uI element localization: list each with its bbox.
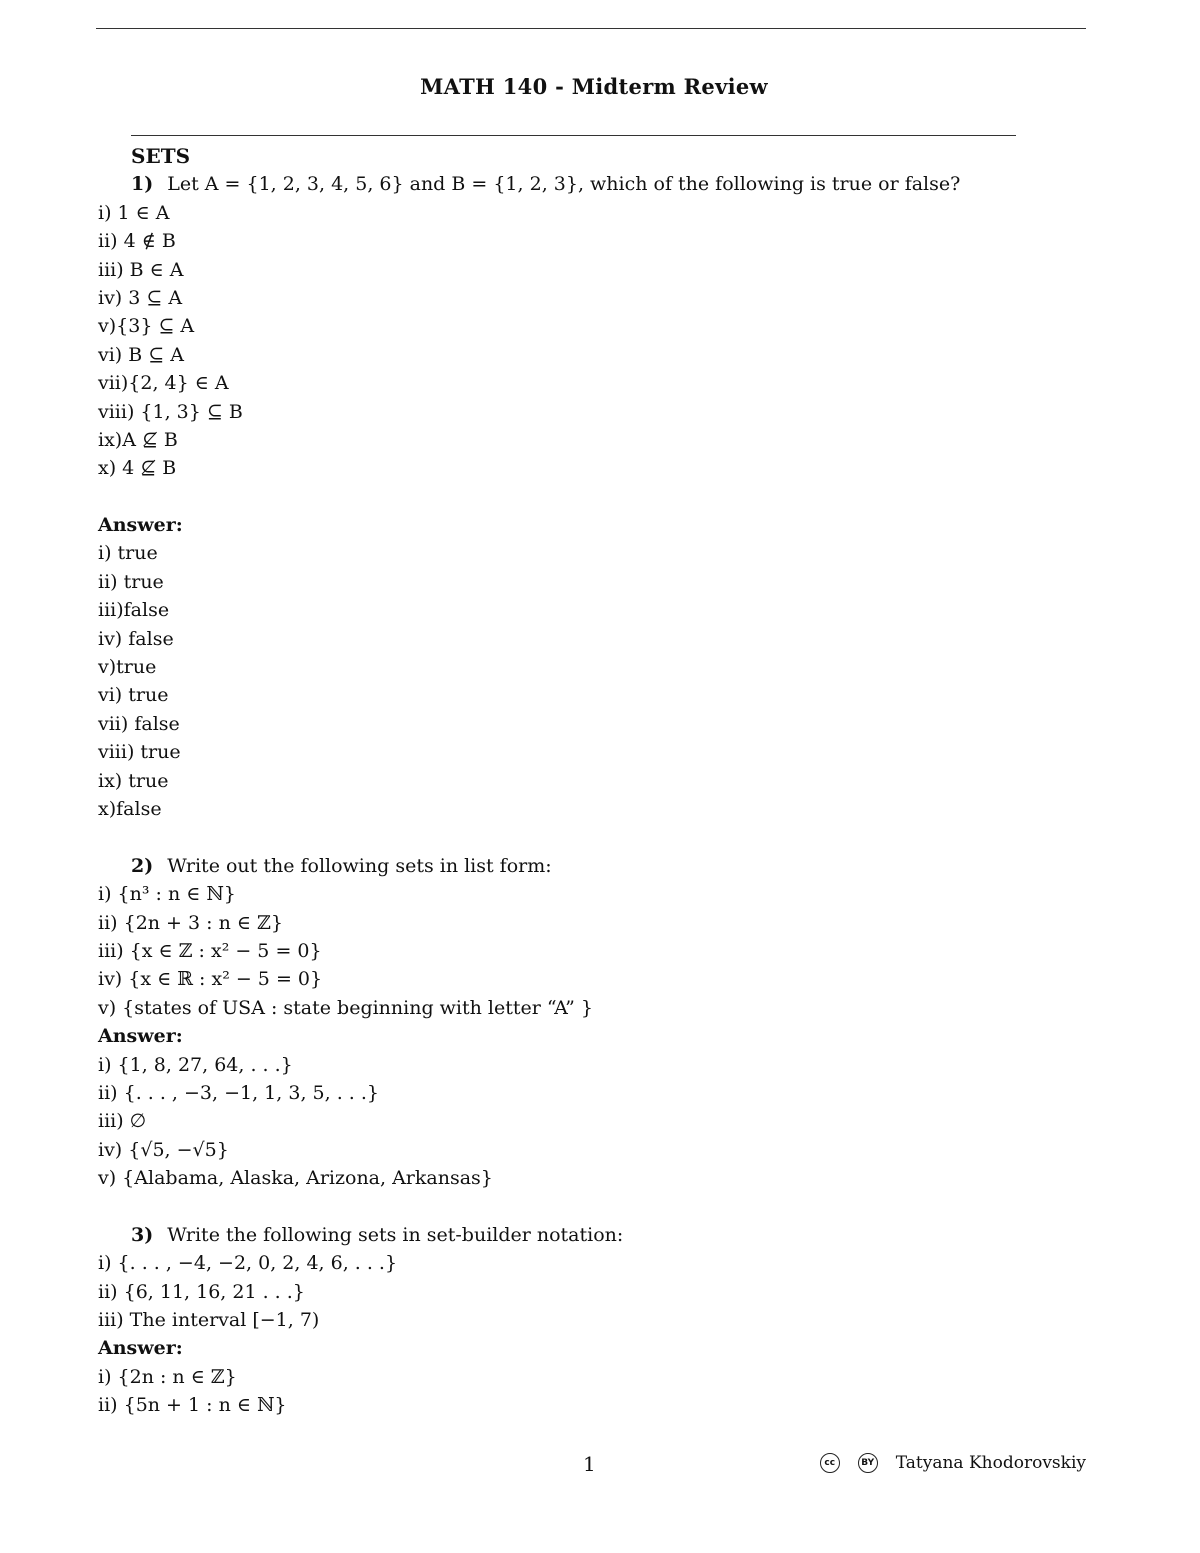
- answer-item: v)true: [98, 656, 157, 679]
- list-item: viii) {1, 3} ⊆ B: [98, 400, 243, 423]
- q1-prompt: [98, 170, 1088, 198]
- answer-item: viii) true: [98, 741, 181, 764]
- q3-number: 3): [131, 1223, 154, 1246]
- q2-answer-label: Answer:: [98, 1025, 183, 1048]
- spacer: [98, 823, 1088, 851]
- q3-prompt-text: Write the following sets in set-builder notation:: [167, 1223, 624, 1246]
- list-item: i) {n³ : n ∈ ℕ}: [98, 883, 236, 906]
- q2-number: 2): [131, 854, 154, 877]
- answer-item: i) {1, 8, 27, 64, . . .}: [98, 1053, 293, 1076]
- by-icon: BY: [858, 1453, 878, 1473]
- list-item: v){3} ⊆ A: [98, 315, 195, 338]
- q3-prompt: [98, 1221, 1088, 1249]
- answer-item: v) {Alabama, Alaska, Arizona, Arkansas}: [98, 1167, 493, 1190]
- q3-answer-label: Answer:: [98, 1337, 183, 1360]
- list-item: x) 4 ⊈ B: [98, 457, 177, 480]
- list-item: ii) {2n + 3 : n ∈ ℤ}: [98, 911, 283, 934]
- answer-item: ii) true: [98, 570, 164, 593]
- answer-item: vi) true: [98, 684, 169, 707]
- answer-item: iv) {√5, −√5}: [98, 1138, 229, 1161]
- list-item: iv) 3 ⊆ A: [98, 286, 183, 309]
- q2-prompt-text: Write out the following sets in list form:: [167, 854, 552, 877]
- page-title: MATH 140 - Midterm Review: [420, 74, 768, 99]
- q1-prompt-text: Let A = {1, 2, 3, 4, 5, 6} and B = {1, 2, 3}, which of the following is true or false?: [167, 173, 961, 196]
- list-item: vi) B ⊆ A: [98, 343, 184, 366]
- answer-item: ii) {. . . , −3, −1, 1, 3, 5, . . .}: [98, 1081, 379, 1104]
- author-name: Tatyana Khodorovskiy: [895, 1453, 1086, 1473]
- answer-item: i) {2n : n ∈ ℤ}: [98, 1365, 237, 1388]
- list-item: v) {states of USA : state beginning with letter “A” }: [98, 996, 593, 1019]
- answer-item: vii) false: [98, 712, 180, 735]
- list-item: i) 1 ∈ A: [98, 201, 170, 224]
- list-item: iii) The interval [−1, 7): [98, 1309, 320, 1332]
- list-item: ix)A ⊈ B: [98, 428, 178, 451]
- answer-item: ii) {5n + 1 : n ∈ ℕ}: [98, 1394, 287, 1417]
- spacer: [98, 1192, 1088, 1220]
- answer-item: x)false: [98, 797, 162, 820]
- answer-item: i) true: [98, 542, 158, 565]
- answer-item: iii)false: [98, 599, 170, 622]
- section-heading: SETS: [131, 144, 191, 168]
- q1-number: 1): [131, 173, 154, 196]
- q1-answer-label: Answer:: [98, 514, 183, 537]
- list-item: i) {. . . , −4, −2, 0, 2, 4, 6, . . .}: [98, 1252, 398, 1275]
- list-item: iv) {x ∈ ℝ : x² − 5 = 0}: [98, 968, 323, 991]
- list-item: iii) B ∈ A: [98, 258, 184, 281]
- q2-prompt: [98, 852, 1088, 880]
- list-item: ii) {6, 11, 16, 21 . . .}: [98, 1280, 305, 1303]
- answer-item: iii) ∅: [98, 1110, 147, 1133]
- answer-item: iv) false: [98, 627, 174, 650]
- page-number: 1: [583, 1452, 596, 1476]
- title-rule: [131, 135, 1016, 136]
- license-credit: [820, 1453, 1086, 1473]
- list-item: ii) 4 ∉ B: [98, 230, 176, 253]
- top-rule: [96, 28, 1086, 29]
- list-item: vii){2, 4} ∈ A: [98, 372, 229, 395]
- answer-item: ix) true: [98, 769, 169, 792]
- cc-icon: cc: [820, 1453, 840, 1473]
- document-body: [98, 142, 1088, 1420]
- spacer: [98, 483, 1088, 511]
- list-item: iii) {x ∈ ℤ : x² − 5 = 0}: [98, 939, 322, 962]
